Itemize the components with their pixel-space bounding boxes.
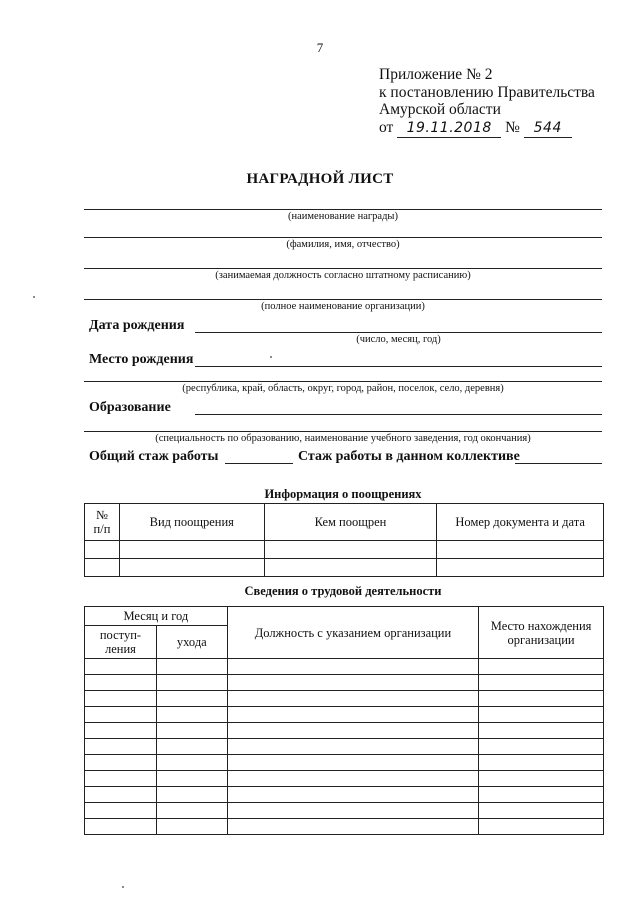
incentives-header-row (85, 504, 604, 541)
organization-caption: (полное наименование организации) (261, 301, 425, 312)
work-table (84, 606, 604, 835)
page-number: 7 (316, 40, 324, 55)
scan-speck (270, 356, 272, 358)
work-header-row (85, 607, 604, 626)
birth-place-line (195, 366, 602, 367)
appendix-block (379, 66, 595, 138)
table-row (85, 771, 604, 787)
team-experience-line (515, 463, 602, 464)
birth-date-label: Дата рождения (89, 318, 185, 333)
col-awarded-by: Кем поощрен (264, 504, 437, 541)
table-row (85, 541, 604, 559)
number-field (524, 119, 572, 139)
full-name-line (84, 237, 602, 238)
incentives-title: Информация о поощрениях (264, 487, 422, 501)
table-row (85, 659, 604, 675)
appendix-date-number (379, 119, 595, 139)
organization-line (84, 299, 602, 300)
total-experience-label: Общий стаж работы (89, 449, 219, 464)
col-month-year: Месяц и год (85, 607, 228, 626)
education-label: Образование (89, 400, 171, 415)
table-row (85, 787, 604, 803)
col-document: Номер документа и дата (437, 504, 604, 541)
handwritten-number: 544 (533, 119, 562, 136)
birth-date-line (195, 332, 602, 333)
incentives-table (84, 503, 604, 577)
table-row (85, 559, 604, 577)
date-prefix: от (379, 118, 394, 136)
number-prefix: № (505, 118, 520, 136)
col-incentive-type: Вид поощрения (119, 504, 264, 541)
education-caption: (специальность по образованию, наименование учебного заведения, год окончания) (155, 433, 531, 444)
birth-place-line-2 (84, 381, 602, 382)
work-title: Сведения о трудовой деятельности (244, 584, 442, 598)
table-row (85, 803, 604, 819)
education-line (195, 414, 602, 415)
table-row (85, 675, 604, 691)
appendix-title: Приложение № 2 (379, 66, 493, 83)
table-row (85, 723, 604, 739)
scan-speck (122, 886, 124, 888)
position-caption: (занимаемая должность согласно штатному расписанию) (215, 270, 471, 281)
table-row (85, 755, 604, 771)
total-experience-line (225, 463, 293, 464)
birth-date-caption: (число, месяц, год) (356, 334, 441, 345)
education-line-2 (84, 431, 602, 432)
appendix-region: Амурской области (379, 101, 501, 118)
team-experience-label: Стаж работы в данном коллективе (298, 449, 520, 464)
document-title: НАГРАДНОЙ ЛИСТ (246, 171, 394, 187)
col-entry: поступ- ления (85, 626, 157, 659)
col-location: Место нахождения организации (479, 607, 604, 659)
table-row (85, 691, 604, 707)
col-number: № п/п (85, 504, 120, 541)
birth-place-label: Место рождения (89, 352, 194, 367)
scan-speck (33, 296, 35, 298)
table-row (85, 739, 604, 755)
date-field (397, 119, 501, 139)
table-row (85, 819, 604, 835)
appendix-decree: к постановлению Правительства (379, 83, 595, 101)
position-line (84, 268, 602, 269)
col-exit: ухода (156, 626, 227, 659)
col-position: Должность с указанием организации (227, 607, 478, 659)
award-name-caption: (наименование награды) (288, 211, 398, 222)
table-row (85, 707, 604, 723)
award-name-line (84, 209, 602, 210)
birth-place-caption: (республика, край, область, округ, город, район, поселок, село, деревня) (182, 383, 504, 394)
full-name-caption: (фамилия, имя, отчество) (286, 239, 400, 250)
handwritten-date: 19.11.2018 (406, 119, 492, 136)
